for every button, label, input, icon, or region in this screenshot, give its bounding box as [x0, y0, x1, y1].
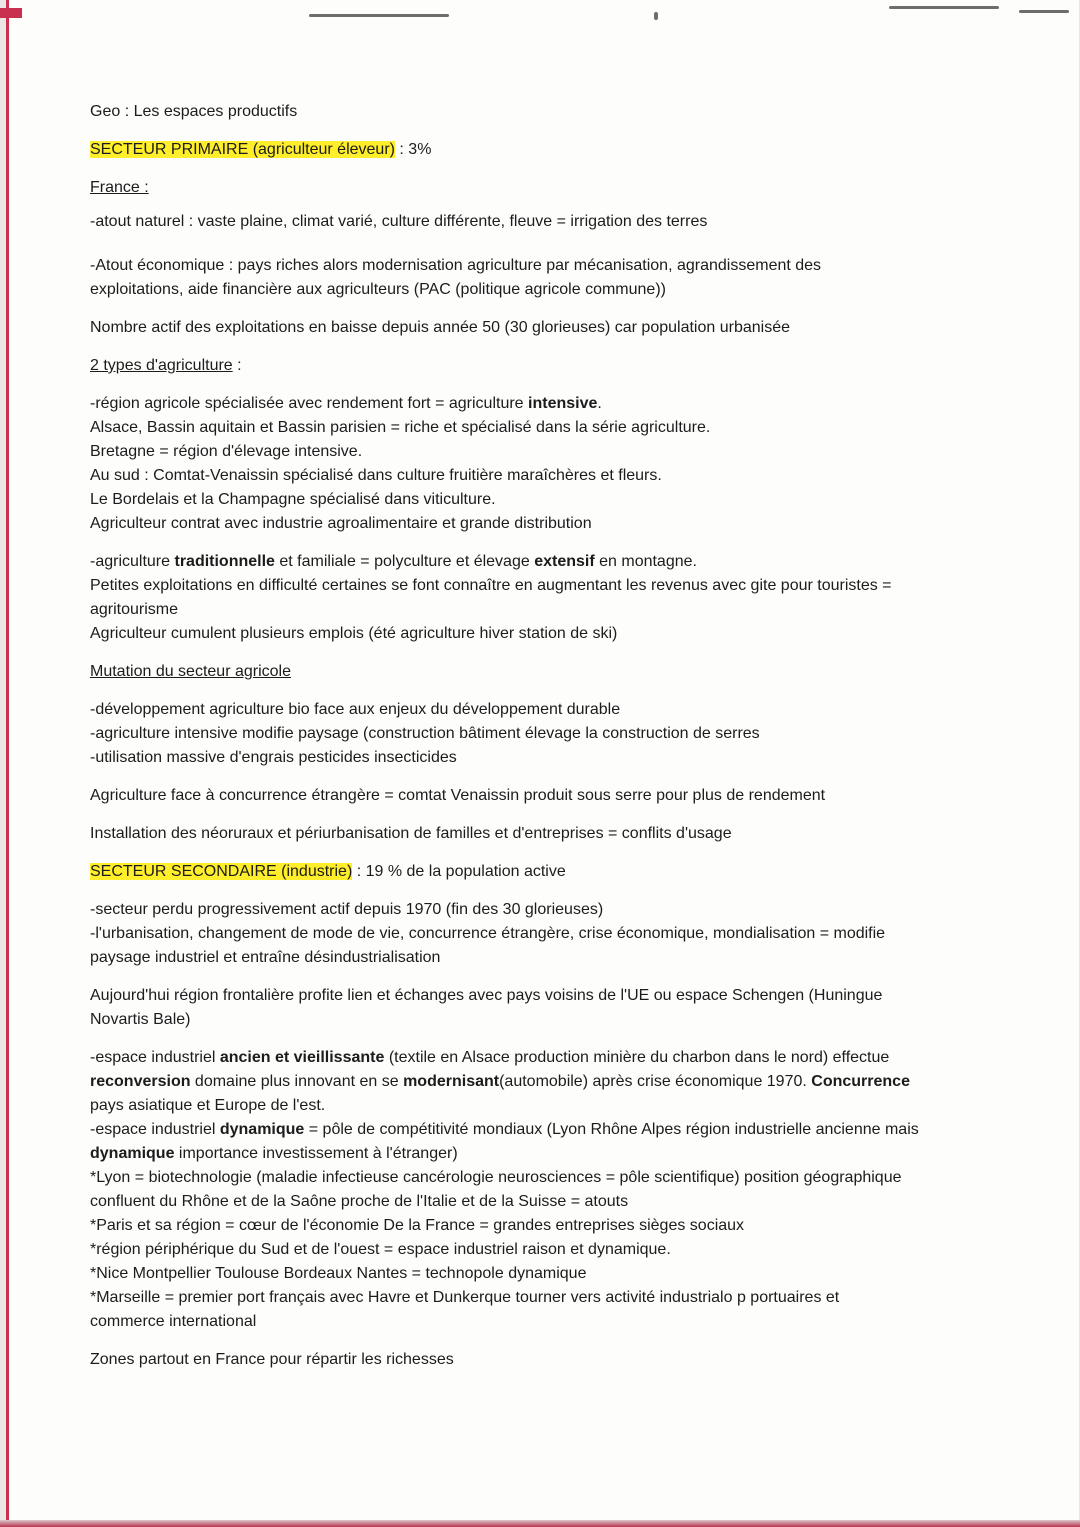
zones-line: Zones partout en France pour répartir les richesses [90, 1351, 454, 1368]
mutation-item-3: -utilisation massive d'engrais pesticides insecticides [90, 749, 457, 766]
lyon-line-2: confluent du Rhône et de la Saône proche de l'Italie et de la Suisse = atouts [90, 1193, 629, 1210]
installation-line: Installation des néoruraux et périurbanisation de familles et d'entreprises = conflits d'usage [90, 825, 732, 842]
pays-line: pays asiatique et Europe de l'est. [90, 1097, 326, 1114]
traditionnelle-line: -agriculture traditionnelle et familiale = polyculture et élevage extensif en montagne. [90, 553, 697, 570]
cumulent-line: Agriculteur cumulent plusieurs emplois (été agriculture hiver station de ski) [90, 625, 618, 642]
highlight-primaire: SECTEUR PRIMAIRE (agriculteur éleveur) [90, 141, 395, 158]
region-line: *région périphérique du Sud et de l'ouest = espace industriel raison et dynamique. [90, 1241, 671, 1258]
bordelais-line: Le Bordelais et la Champagne spécialisé dans viticulture. [90, 491, 496, 508]
section-heading-primaire [90, 138, 995, 162]
aujourdhui-line-2: Novartis Bale) [90, 1011, 191, 1028]
heading-suffix: : 19 % de la population active [352, 863, 566, 880]
petites-line-1: Petites exploitations en difficulté certaines se font connaître en augmentant les revenus avec gite pour touristes = [90, 577, 892, 594]
atout-economique-2: exploitations, aide financière aux agriculteurs (PAC (politique agricole commune)) [90, 281, 666, 298]
contrat-line: Agriculteur contrat avec industrie agroalimentaire et grande distribution [90, 515, 592, 532]
highlight-secondaire: SECTEUR SECONDAIRE (industrie) [90, 863, 353, 880]
lyon-line-1: *Lyon = biotechnologie (maladie infectieuse cancérologie neurosciences = pôle scientifique) position géographique [90, 1169, 902, 1186]
notes-content [90, 100, 995, 1372]
secondaire-item-1: -secteur perdu progressivement actif depuis 1970 (fin des 30 glorieuses) [90, 901, 604, 918]
marseille-line-1: *Marseille = premier port français avec Havre et Dunkerque tourner vers activité industrialo p portuaires et [90, 1289, 840, 1306]
marseille-line-2: commerce international [90, 1313, 257, 1330]
mutation-heading: Mutation du secteur agricole [90, 663, 291, 680]
aujourdhui-line-1: Aujourd'hui région frontalière profite lien et échanges avec pays voisins de l'UE ou espace Schengen (Huningue [90, 987, 883, 1004]
intensive-line: -région agricole spécialisée avec rendement fort = agriculture intensive. [90, 395, 602, 412]
france-label: France : [90, 179, 149, 196]
nombre-actif: Nombre actif des exploitations en baisse depuis année 50 (30 glorieuses) car population urbanisée [90, 319, 790, 336]
dynamique-line-2: dynamique importance investissement à l'étranger) [90, 1145, 458, 1162]
atout-economique-1: -Atout économique : pays riches alors modernisation agriculture par mécanisation, agrandissement des [90, 257, 822, 274]
bretagne-line: Bretagne = région d'élevage intensive. [90, 443, 363, 460]
secondaire-item-2b: paysage industriel et entraîne désindustrialisation [90, 949, 441, 966]
nice-line: *Nice Montpellier Toulouse Bordeaux Nantes = technopole dynamique [90, 1265, 587, 1282]
types-label: 2 types d'agriculture [90, 357, 233, 374]
binder-tab [0, 8, 22, 18]
page-bottom-edge [0, 1520, 1080, 1527]
concurrence-line: Agriculture face à concurrence étrangère = comtat Venaissin produit sous serre pour plus de rendement [90, 787, 826, 804]
notebook-page [6, 0, 1079, 1520]
heading-suffix: : 3% [394, 141, 432, 158]
paris-line: *Paris et sa région = cœur de l'économie De la France = grandes entreprises sièges sociaux [90, 1217, 745, 1234]
types-suffix: : [232, 357, 242, 374]
types-heading [90, 354, 995, 378]
mutation-item-1: -développement agriculture bio face aux enjeux du développement durable [90, 701, 621, 718]
page-title: Geo : Les espaces productifs [90, 103, 298, 120]
ancien-line: -espace industriel ancien et vieillissante (textile en Alsace production minière du charbon dans le nord) effectue [90, 1049, 890, 1066]
reconversion-line: reconversion domaine plus innovant en se modernisant(automobile) après crise économique 1970. Concurrence [90, 1073, 910, 1090]
dynamique-line: -espace industriel dynamique = pôle de compétitivité mondiaux (Lyon Rhône Alpes région industrielle ancienne mais [90, 1121, 919, 1138]
alsace-line: Alsace, Bassin aquitain et Bassin parisien = riche et spécialisé dans la série agriculture. [90, 419, 711, 436]
sud-line: Au sud : Comtat-Venaissin spécialisé dans culture fruitière maraîchères et fleurs. [90, 467, 662, 484]
mutation-item-2: -agriculture intensive modifie paysage (construction bâtiment élevage la construction de serres [90, 725, 760, 742]
atout-naturel: -atout naturel : vaste plaine, climat varié, culture différente, fleuve = irrigation des terres [90, 213, 708, 230]
section-heading-secondaire [90, 860, 995, 884]
petites-line-2: agritourisme [90, 601, 179, 618]
secondaire-item-2a: -l'urbanisation, changement de mode de vie, concurrence étrangère, crise économique, mondialisation = modifie [90, 925, 886, 942]
